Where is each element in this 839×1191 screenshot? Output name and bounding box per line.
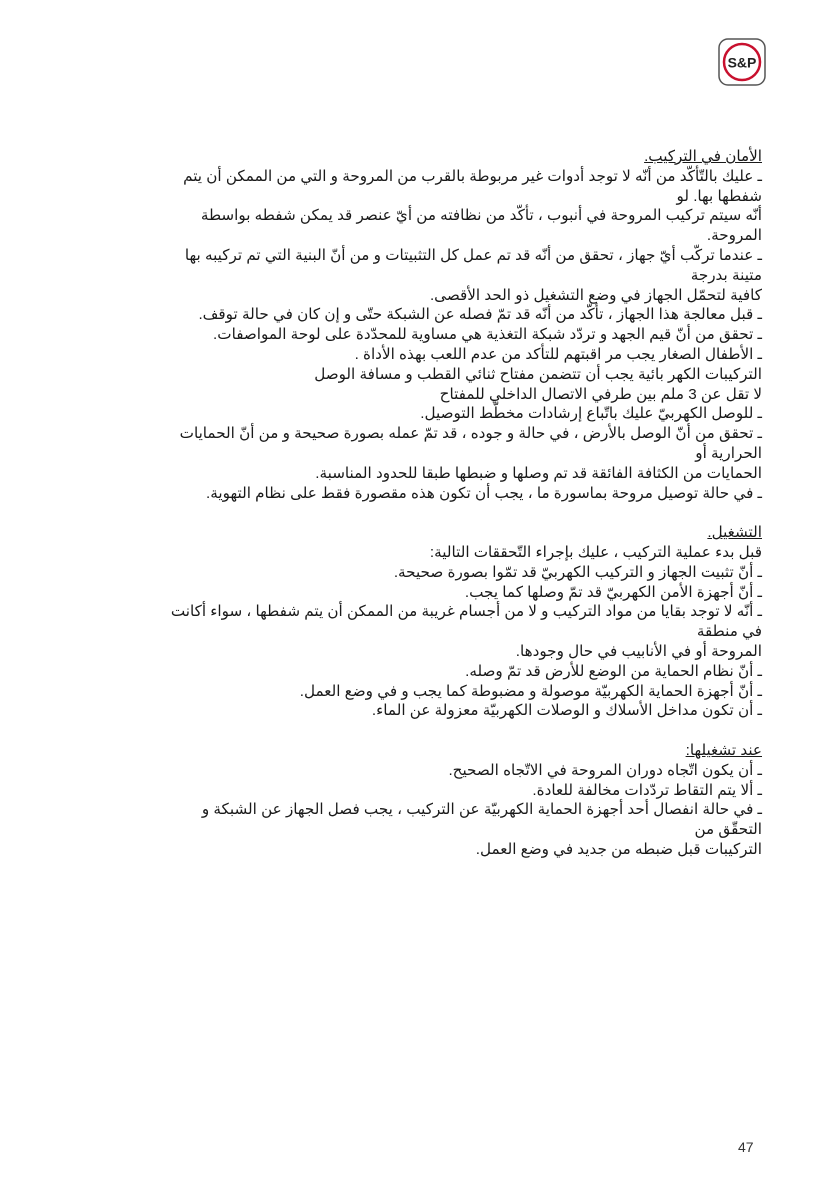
text-line: التركيبات قبل ضبطه من جديد في وضع العمل.: [475, 840, 762, 858]
text-line: التركيبات الكهر بائية يجب أن تتضمن مفتاح ثنائي القطب و مسافة الوصل: [314, 365, 762, 383]
paragraph-gap: [100, 503, 762, 523]
text-line: لا تقل عن 3 ملم بين طرفي الاتصال الداخلي للمفتاح: [439, 385, 762, 403]
text-line: ـ تحقق من أنّ قيم الجهد و تردّد شبكة التغذية هي مساوية للمحدّدة على لوحة المواصفات.: [213, 326, 762, 344]
text-line: كافية لتحمّل الجهاز في وضع التشغيل ذو الحد الأقصى.: [429, 286, 762, 304]
text-line: شفطها بها. لو: [676, 187, 762, 205]
text-line: ـ عليك بالتّأكّد من أنّه لا توجد أدوات غير مربوطة بالقرب من المروحة و التي من الممكن أن يتم: [183, 167, 762, 185]
text-line: ـ تحقق من أنّ الوصل بالأرض ، في حالة و جوده ، قد تمّ عمله بصورة صحيحة و من أنّ الحمايات: [179, 425, 762, 443]
text-line: ـ أنّ نظام الحماية من الوضع للأرض قد تمّ وصله.: [465, 662, 762, 680]
text-line: ـ ألا يتم التقاط تردّدات مخالفة للعادة.: [532, 781, 762, 799]
text-line: أنّه سيتم تركيب المروحة في أنبوب ، تأكّد من نظافته من أيّ عنصر قد يمكن شفطه بواسطة: [200, 207, 762, 225]
text-line: ـ للوصل الكهربيّ عليك باتّباع إرشادات مخطّط التوصيل.: [420, 405, 762, 423]
text-line: ـ عندما تركّب أيّ جهاز ، تحقق من أنّه قد تم عمل كل التثبيتات و من أنّ البنية التي تم تركيبه بها: [184, 246, 762, 264]
text-line: الحمايات من الكثافة الفائقة قد تم وصلها و ضبطها طبقا للحدود المناسبة.: [315, 464, 762, 482]
text-line: ـ في حالة انفصال أحد أجهزة الحماية الكهربيّة عن التركيب ، يجب فصل الجهاز عن الشبكة و: [201, 801, 762, 819]
text-line: قبل بدء عملية التركيب ، عليك بإجراء التّحققات التالية:: [429, 543, 762, 561]
text-line: المروحة.: [706, 227, 762, 245]
text-line: المروحة أو في الأنابيب في حال وجودها.: [515, 642, 762, 660]
text-line: ـ قبل معالجة هذا الجهاز ، تأكّد من أنّه قد تمّ فصله عن الشبكة حتّى و إن كان في حالة توقف.: [198, 306, 762, 324]
section-heading-at-startup: عند تشغيلها:: [685, 741, 762, 759]
text-line: ـ أن يكون اتّجاه دوران المروحة في الاتّجاه الصحيح.: [448, 761, 762, 779]
text-line: ـ أنّ تثبيت الجهاز و التركيب الكهربيّ قد تمّوا بصورة صحيحة.: [393, 563, 762, 581]
text-line: ـ أنّ أجهزة الأمن الكهربيّ قد تمّ وصلها كما يجب.: [464, 583, 762, 601]
text-line: ـ أن تكون مداخل الأسلاك و الوصلات الكهربيّة معزولة عن الماء.: [371, 702, 762, 720]
section-heading-installation-safety: الأمان في التركيب.: [644, 148, 762, 165]
paragraph-gap: [100, 721, 762, 741]
document-body: [100, 147, 762, 860]
logo-text: S&P: [727, 54, 757, 71]
section-heading-operation: التشغيل.: [707, 524, 762, 542]
text-line: ـ الأطفال الصغار يجب مر اقبتهم للتأكد من عدم اللعب بهذه الأداة .: [354, 345, 762, 363]
sp-logo: [718, 38, 766, 86]
text-line: الحرارية أو: [695, 444, 762, 462]
text-line: ـ أنّ أجهزة الحماية الكهربيّة موصولة و مضبوطة كما يجب و في وضع العمل.: [299, 682, 762, 700]
text-line: ـ في حالة توصيل مروحة بماسورة ما ، يجب أن تكون هذه مقصورة فقط على نظام التهوية.: [206, 484, 762, 502]
page-number: 47: [738, 1139, 754, 1155]
text-line: ـ أنّه لا توجد بقايا من مواد التركيب و لا من أجسام غريبة من الممكن أن يتم شفطها ، سواء أكانت: [170, 603, 762, 621]
text-line: متينة بدرجة: [690, 266, 762, 284]
text-line: التحقّق من: [694, 821, 762, 839]
text-line: في منطقة: [696, 623, 762, 641]
